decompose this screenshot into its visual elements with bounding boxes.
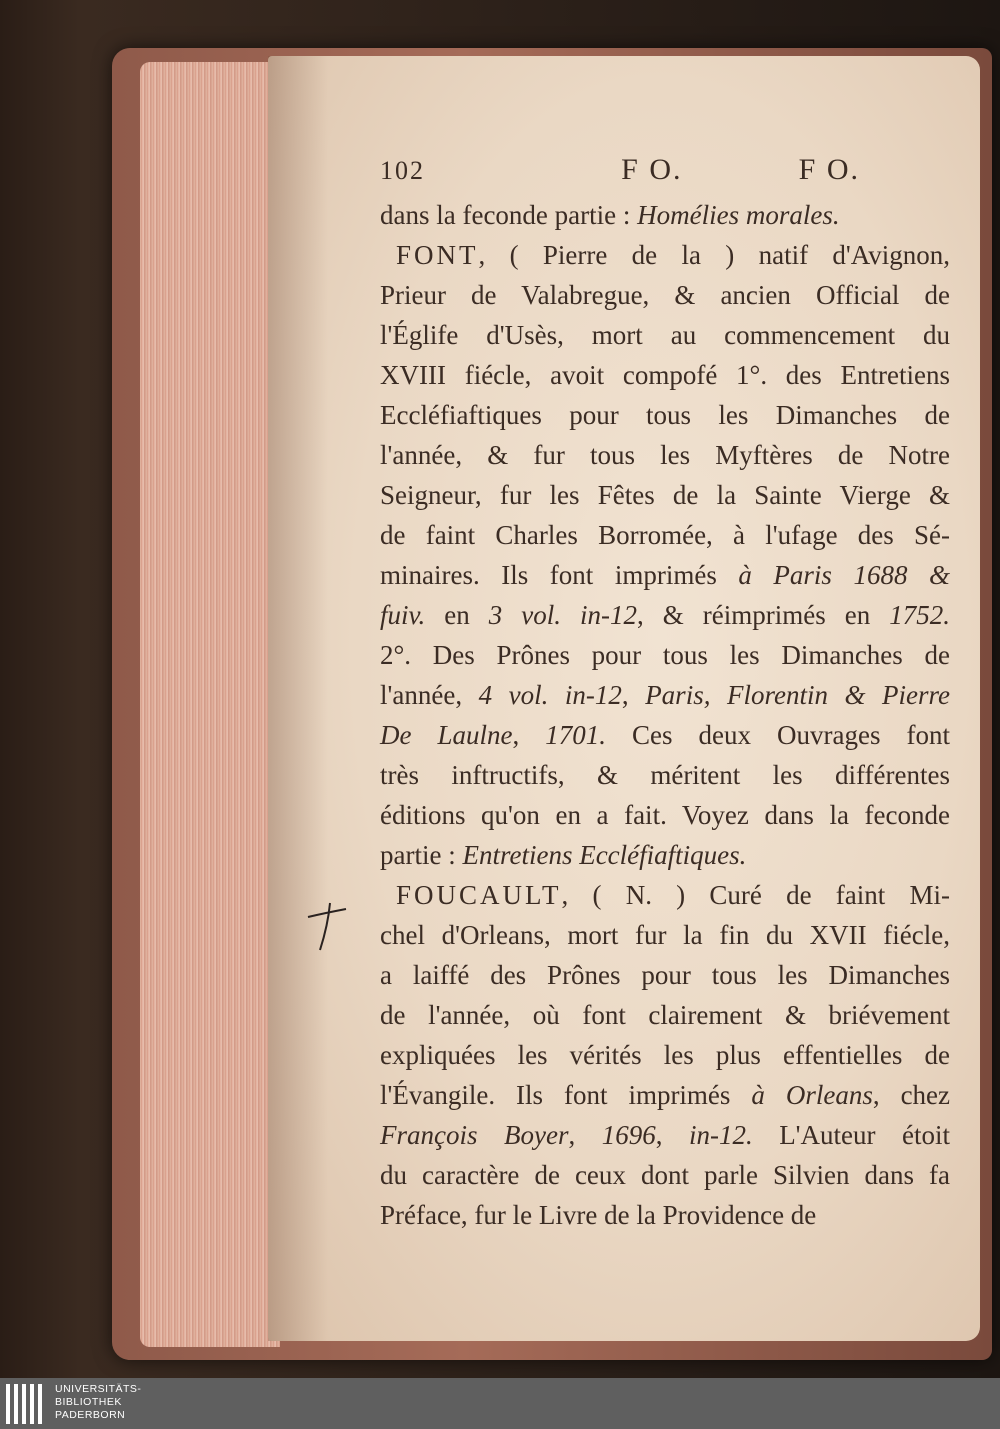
institution-line: UNIVERSITÄTS-	[55, 1383, 142, 1395]
body-lines	[380, 195, 950, 1235]
text-segment: à Paris 1688 &	[738, 560, 951, 590]
gutter-shadow	[268, 56, 328, 1341]
running-header	[380, 150, 950, 191]
text-segment: , & réimprimés en	[637, 600, 890, 630]
text-line	[380, 835, 950, 875]
library-footer	[0, 1378, 1000, 1429]
text-line	[380, 1155, 950, 1195]
text-segment: l'année, & fur tous les Myftères de Notre	[380, 440, 950, 470]
text-segment: dans la feconde partie :	[380, 200, 638, 230]
text-segment: 3 vol. in-12	[488, 600, 638, 630]
text-line	[380, 915, 950, 955]
text-segment: de l'année, où font clairement & briévement	[380, 1000, 950, 1030]
text-segment: chel d'Orleans, mort fur la fin du XVII fiécle,	[380, 920, 950, 950]
text-line	[380, 555, 950, 595]
page-number: 102	[380, 156, 425, 185]
text-segment: ,	[655, 1120, 689, 1150]
text-line	[380, 715, 950, 755]
text-segment: François Boyer	[380, 1120, 569, 1150]
text-line	[380, 955, 950, 995]
text-segment: , chez	[872, 1080, 951, 1110]
text-segment: partie :	[380, 840, 463, 870]
handwritten-cross-mark	[300, 895, 350, 955]
text-segment: à Orleans	[751, 1080, 873, 1110]
text-segment: de faint Charles Borromée, à l'ufage des Sé-	[380, 520, 950, 550]
header-right: F O.	[798, 153, 860, 186]
text-line	[380, 635, 950, 675]
text-line	[380, 275, 950, 315]
text-segment: FOUCAULT	[396, 880, 562, 910]
text-segment: expliquées les vérités les plus effentielles de	[380, 1040, 950, 1070]
library-logo-bars	[6, 1384, 42, 1424]
text-segment: 1752.	[889, 600, 951, 630]
text-line	[380, 355, 950, 395]
text-line	[380, 1195, 950, 1235]
text-segment: , ( Pierre de la ) natif d'Avignon,	[478, 240, 950, 270]
institution-line: PADERBORN	[55, 1409, 126, 1421]
text-line	[380, 475, 950, 515]
text-segment: ,	[512, 720, 546, 750]
header-left: F O.	[621, 153, 683, 186]
text-line	[380, 1035, 950, 1075]
text-segment: éditions qu'on en a fait. Voyez dans la feconde	[380, 800, 950, 830]
text-segment: 4 vol. in-12	[478, 680, 622, 710]
text-line	[380, 595, 950, 635]
text-segment: Paris, Florentin & Pierre	[645, 680, 950, 710]
text-segment: l'année,	[380, 680, 479, 710]
page-text	[380, 150, 950, 1235]
institution-line: BIBLIOTHEK	[55, 1396, 122, 1408]
text-line	[380, 515, 950, 555]
text-line	[380, 675, 950, 715]
text-segment: in-12.	[688, 1120, 753, 1150]
text-segment: très inftructifs, & méritent les différentes	[380, 760, 950, 790]
text-line	[380, 995, 950, 1035]
institution-name	[55, 1383, 141, 1422]
text-line	[380, 1075, 950, 1115]
text-line	[380, 795, 950, 835]
text-segment: a laiffé des Prônes pour tous les Dimanches	[380, 960, 950, 990]
text-line	[380, 1115, 950, 1155]
text-segment: De Laulne	[380, 720, 513, 750]
text-segment: 1696	[601, 1120, 656, 1150]
text-segment: ,	[621, 680, 646, 710]
text-segment: l'Églife d'Usès, mort au commencement du	[380, 320, 950, 350]
text-line	[380, 195, 950, 235]
text-segment: 2°. Des Prônes pour tous les Dimanches de	[380, 640, 950, 670]
text-line	[380, 235, 950, 275]
text-segment: 1701.	[545, 720, 607, 750]
text-segment: Entretiens Eccléfiaftiques.	[462, 840, 747, 870]
page-edges	[140, 62, 280, 1347]
text-segment: en	[425, 600, 489, 630]
text-segment: XVIII fiécle, avoit compofé 1°. des Entretiens	[380, 360, 950, 390]
text-line	[380, 435, 950, 475]
text-segment: Prieur de Valabregue, & ancien Official de	[380, 280, 950, 310]
text-segment: l'Évangile. Ils font imprimés	[380, 1080, 752, 1110]
text-segment: Eccléfiaftiques pour tous les Dimanches de	[380, 400, 950, 430]
text-segment: minaires. Ils font imprimés	[380, 560, 739, 590]
text-line	[380, 395, 950, 435]
text-line	[380, 755, 950, 795]
text-line	[380, 315, 950, 355]
text-segment: Ces deux Ouvrages font	[606, 720, 950, 750]
text-segment: ,	[568, 1120, 602, 1150]
text-line	[380, 875, 950, 915]
text-segment: , ( N. ) Curé de faint Mi-	[561, 880, 950, 910]
text-segment: fuiv.	[380, 600, 426, 630]
text-segment: du caractère de ceux dont parle Silvien dans fa	[380, 1160, 950, 1190]
text-segment: FONT	[396, 240, 479, 270]
text-segment: Préface, fur le Livre de la Providence de	[380, 1200, 817, 1230]
text-segment: L'Auteur étoit	[752, 1120, 951, 1150]
text-segment: Homélies morales.	[637, 200, 840, 230]
text-segment: Seigneur, fur les Fêtes de la Sainte Vierge &	[380, 480, 950, 510]
